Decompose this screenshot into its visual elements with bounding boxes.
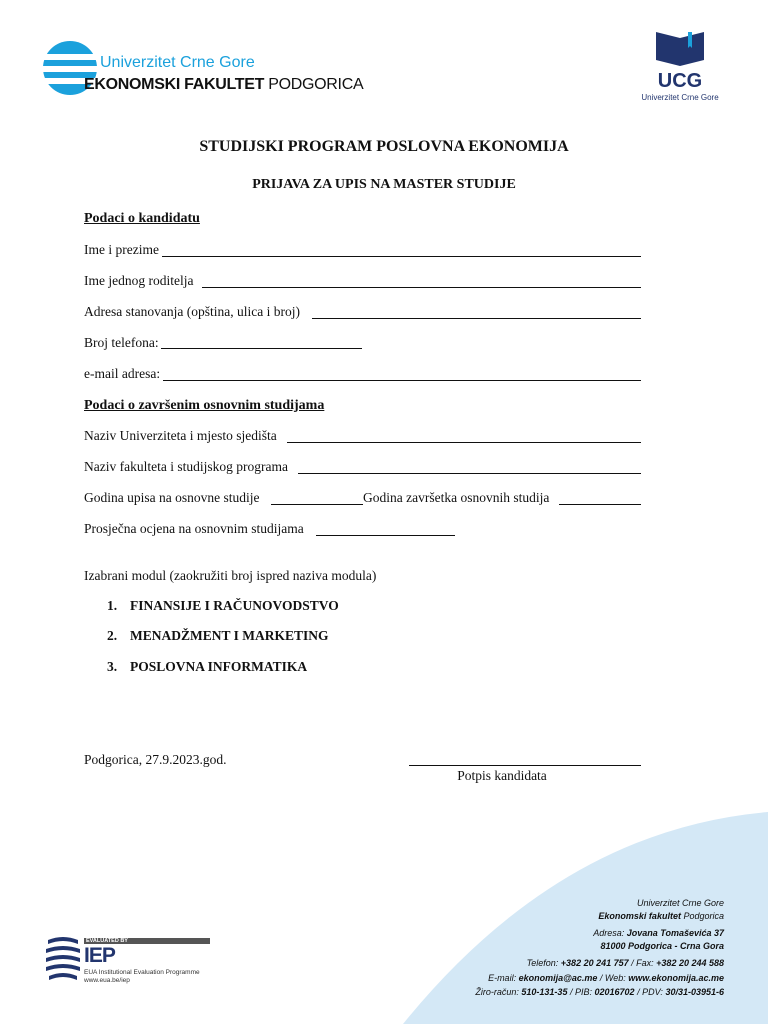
iep-abbr: IEP — [84, 944, 115, 967]
address-label: Adresa stanovanja (opština, ulica i broj) — [84, 304, 300, 319]
footer-pdv-value: 30/31-03951-6 — [665, 987, 724, 997]
footer-address-value: Jovana Tomaševića 37 — [626, 928, 724, 938]
name-field[interactable] — [162, 256, 641, 257]
module-name: FINANSIJE I RAČUNOVODSTVO — [130, 598, 339, 613]
ucg-abbr: UCG — [657, 70, 703, 92]
address-field[interactable] — [312, 318, 641, 319]
end-year-field[interactable] — [559, 504, 641, 505]
name-label: Ime i prezime — [84, 242, 159, 257]
footer-city — [394, 940, 724, 953]
footer-pib-value: 02016702 — [594, 987, 635, 997]
parent-label: Ime jednog roditelja — [84, 273, 194, 288]
place-date: Podgorica, 27.9.2023.god. — [84, 752, 227, 767]
iep-url: www.eua.be/iep — [84, 977, 130, 984]
faculty-field[interactable] — [298, 473, 641, 474]
faculty-label: Naziv fakulteta i studijskog programa — [84, 459, 288, 474]
ucg-full-name: Univerzitet Crne Gore — [641, 93, 719, 102]
parent-field[interactable] — [202, 287, 641, 288]
ucg-logo — [632, 28, 732, 108]
footer-web-link[interactable]: www.ekonomija.ac.me — [628, 972, 724, 983]
ucg-book-icon — [654, 28, 706, 68]
average-label: Prosječna ocjena na osnovnim studijama — [84, 521, 304, 536]
module-name: MENADŽMENT I MARKETING — [130, 628, 329, 643]
footer-fax-label: / Fax: — [631, 958, 654, 968]
iep-evaluated-by: EVALUATED BY — [86, 938, 128, 944]
email-field[interactable] — [163, 380, 641, 381]
footer-account — [394, 986, 724, 999]
end-year-label: Godina završetka osnovnih studija — [363, 490, 550, 505]
footer-university: Univerzitet Crne Gore — [636, 898, 724, 908]
footer-city-value: 81000 Podgorica - Crna Gora — [600, 940, 724, 951]
footer-phone — [394, 957, 724, 970]
module-number: 1. — [107, 598, 118, 613]
footer-email-label: E-mail: — [488, 972, 517, 983]
page-subtitle: PRIJAVA ZA UPIS NA MASTER STUDIJE — [252, 177, 516, 192]
footer-web-label: / Web: — [599, 972, 626, 983]
module-number: 3. — [107, 659, 118, 674]
candidate-heading: Podaci o kandidatu — [84, 211, 200, 226]
footer-phone-value: +382 20 241 757 — [560, 958, 629, 968]
footer-phone-label: Telefon: — [526, 958, 559, 968]
signature-caption: Potpis kandidata — [457, 768, 547, 783]
module-number: 2. — [107, 628, 118, 643]
faculty-logo-city: PODGORICA — [268, 76, 364, 93]
footer-pdv-label: / PDV: — [637, 987, 663, 997]
module-item[interactable] — [107, 627, 329, 645]
email-label: e-mail adresa: — [84, 366, 161, 381]
footer-fax-value: +382 20 244 588 — [656, 958, 724, 968]
enrol-year-label: Godina upisa na osnovne studije — [84, 490, 260, 505]
iep-globe-icon — [44, 932, 82, 982]
footer-address — [394, 927, 724, 940]
faculty-logo — [40, 40, 364, 100]
signature-field[interactable] — [409, 765, 641, 766]
iep-name: EUA Institutional Evaluation Programme — [84, 969, 200, 976]
footer-faculty — [394, 910, 724, 923]
footer-faculty-city: Podgorica — [683, 910, 724, 921]
average-field[interactable] — [316, 535, 455, 536]
phone-field[interactable] — [161, 348, 362, 349]
footer-address-label: Adresa: — [593, 928, 625, 938]
university-label: Naziv Univerziteta i mjesto sjedišta — [84, 428, 277, 443]
footer-pib-label: / PIB: — [569, 987, 592, 997]
module-item[interactable] — [107, 597, 339, 615]
enrol-year-field[interactable] — [271, 504, 363, 505]
iep-logo — [40, 932, 220, 992]
page-title: STUDIJSKI PROGRAM POSLOVNA EKONOMIJA — [199, 138, 569, 155]
faculty-logo-faculty: EKONOMSKI FAKULTET — [84, 76, 265, 93]
footer-email-web — [394, 972, 724, 985]
footer-email-link[interactable]: ekonomija@ac.me — [518, 972, 598, 983]
studies-heading: Podaci o završenim osnovnim studijama — [84, 398, 325, 413]
module-item[interactable] — [107, 658, 307, 676]
module-name: POSLOVNA INFORMATIKA — [130, 659, 308, 674]
faculty-logo-university: Univerzitet Crne Gore — [100, 54, 255, 71]
modules-intro: Izabrani modul (zaokružiti broj ispred naziva modula) — [84, 568, 377, 583]
footer-account-value: 510-131-35 — [521, 987, 568, 997]
footer-account-label: Žiro-račun: — [475, 987, 519, 997]
phone-label: Broj telefona: — [84, 335, 159, 350]
university-field[interactable] — [287, 442, 641, 443]
footer-contact — [394, 897, 724, 999]
footer-faculty-name: Ekonomski fakultet — [598, 910, 681, 921]
